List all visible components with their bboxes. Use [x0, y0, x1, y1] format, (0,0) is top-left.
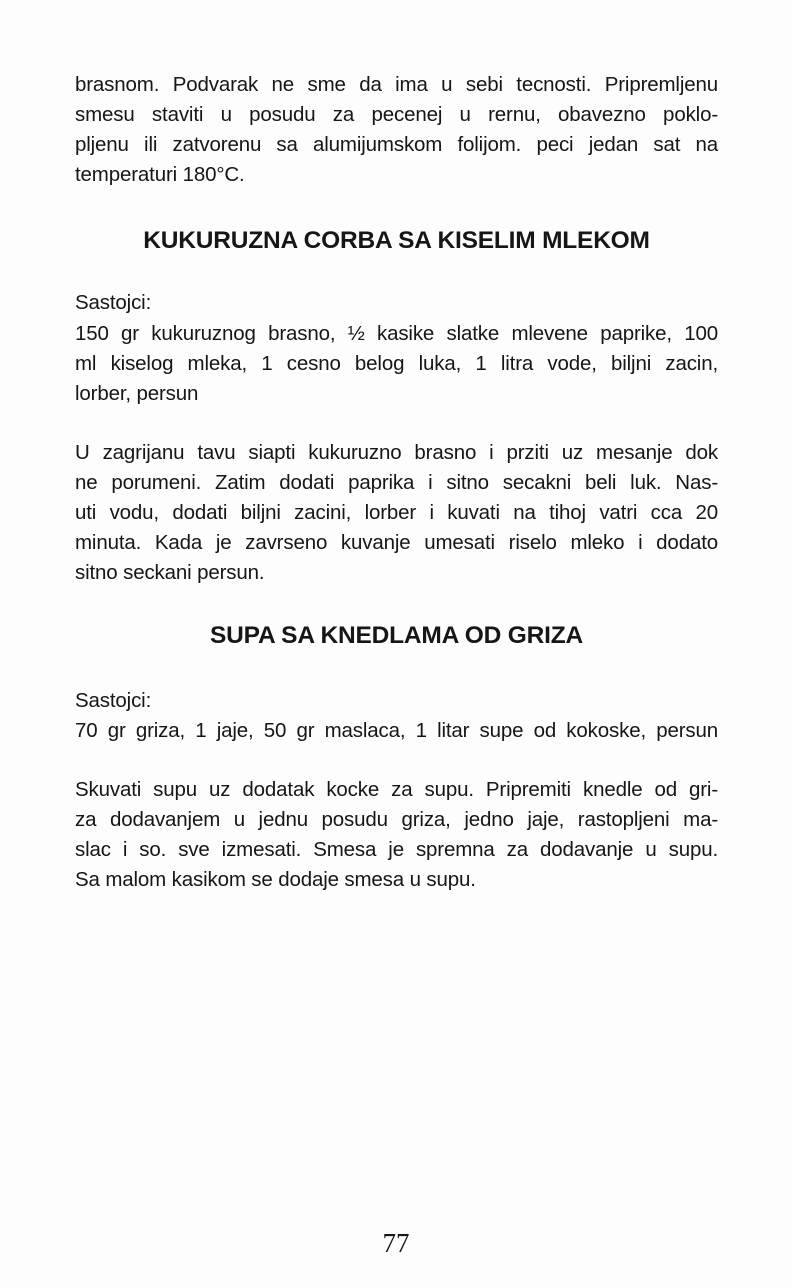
text-line: Sastojci: — [75, 689, 152, 712]
instructions-paragraph — [75, 438, 718, 588]
intro-paragraph — [75, 70, 718, 190]
ingredients-paragraph — [75, 716, 718, 746]
recipe-title: SUPA SA KNEDLAMA OD GRIZA — [210, 622, 583, 649]
text-line: U zagrijanu tavu siapti kukuruzno brasno i prziti uz mesanje dok — [75, 441, 718, 464]
recipe-title: KUKURUZNA CORBA SA KISELIM MLEKOM — [143, 227, 650, 254]
text-line: temperaturi 180°C. — [75, 163, 245, 186]
text-line: lorber, persun — [75, 382, 199, 405]
text-line: slac i so. sve izmesati. Smesa je spremna za dodavanje u supu. — [75, 838, 718, 861]
text-line: minuta. Kada je zavrseno kuvanje umesati riselo mleko i dodato — [75, 531, 718, 554]
page-number: 77 — [382, 1228, 410, 1258]
ingredients-label — [75, 686, 718, 716]
text-line: pljenu ili zatvorenu sa alumijumskom folijom. peci jedan sat na — [75, 133, 718, 156]
text-line: Sastojci: — [75, 291, 152, 314]
text-line: 150 gr kukuruznog brasno, ½ kasike slatke mlevene paprike, 100 — [75, 322, 718, 345]
text-line: ml kiselog mleka, 1 cesno belog luka, 1 litra vode, biljni zacin, — [75, 352, 718, 375]
text-line: Skuvati supu uz dodatak kocke za supu. Pripremiti knedle od gri- — [75, 778, 718, 801]
text-line: za dodavanjem u jednu posudu griza, jedno jaje, rastopljeni ma- — [75, 808, 718, 831]
text-line: brasnom. Podvarak ne sme da ima u sebi tecnosti. Pripremljenu — [75, 73, 718, 96]
text-line: smesu staviti u posudu za pecenej u rernu, obavezno poklo- — [75, 103, 718, 126]
text-line: uti vodu, dodati biljni zacini, lorber i kuvati na tihoj vatri cca 20 — [75, 501, 718, 524]
text-line: ne porumeni. Zatim dodati paprika i sitno secakni beli luk. Nas- — [75, 471, 718, 494]
ingredients-paragraph — [75, 319, 718, 409]
text-line: 70 gr griza, 1 jaje, 50 gr maslaca, 1 litar supe od kokoske, persun — [75, 719, 718, 742]
instructions-paragraph — [75, 775, 718, 895]
text-line: sitno seckani persun. — [75, 561, 265, 584]
ingredients-label — [75, 288, 718, 318]
text-line: Sa malom kasikom se dodaje smesa u supu. — [75, 868, 476, 891]
